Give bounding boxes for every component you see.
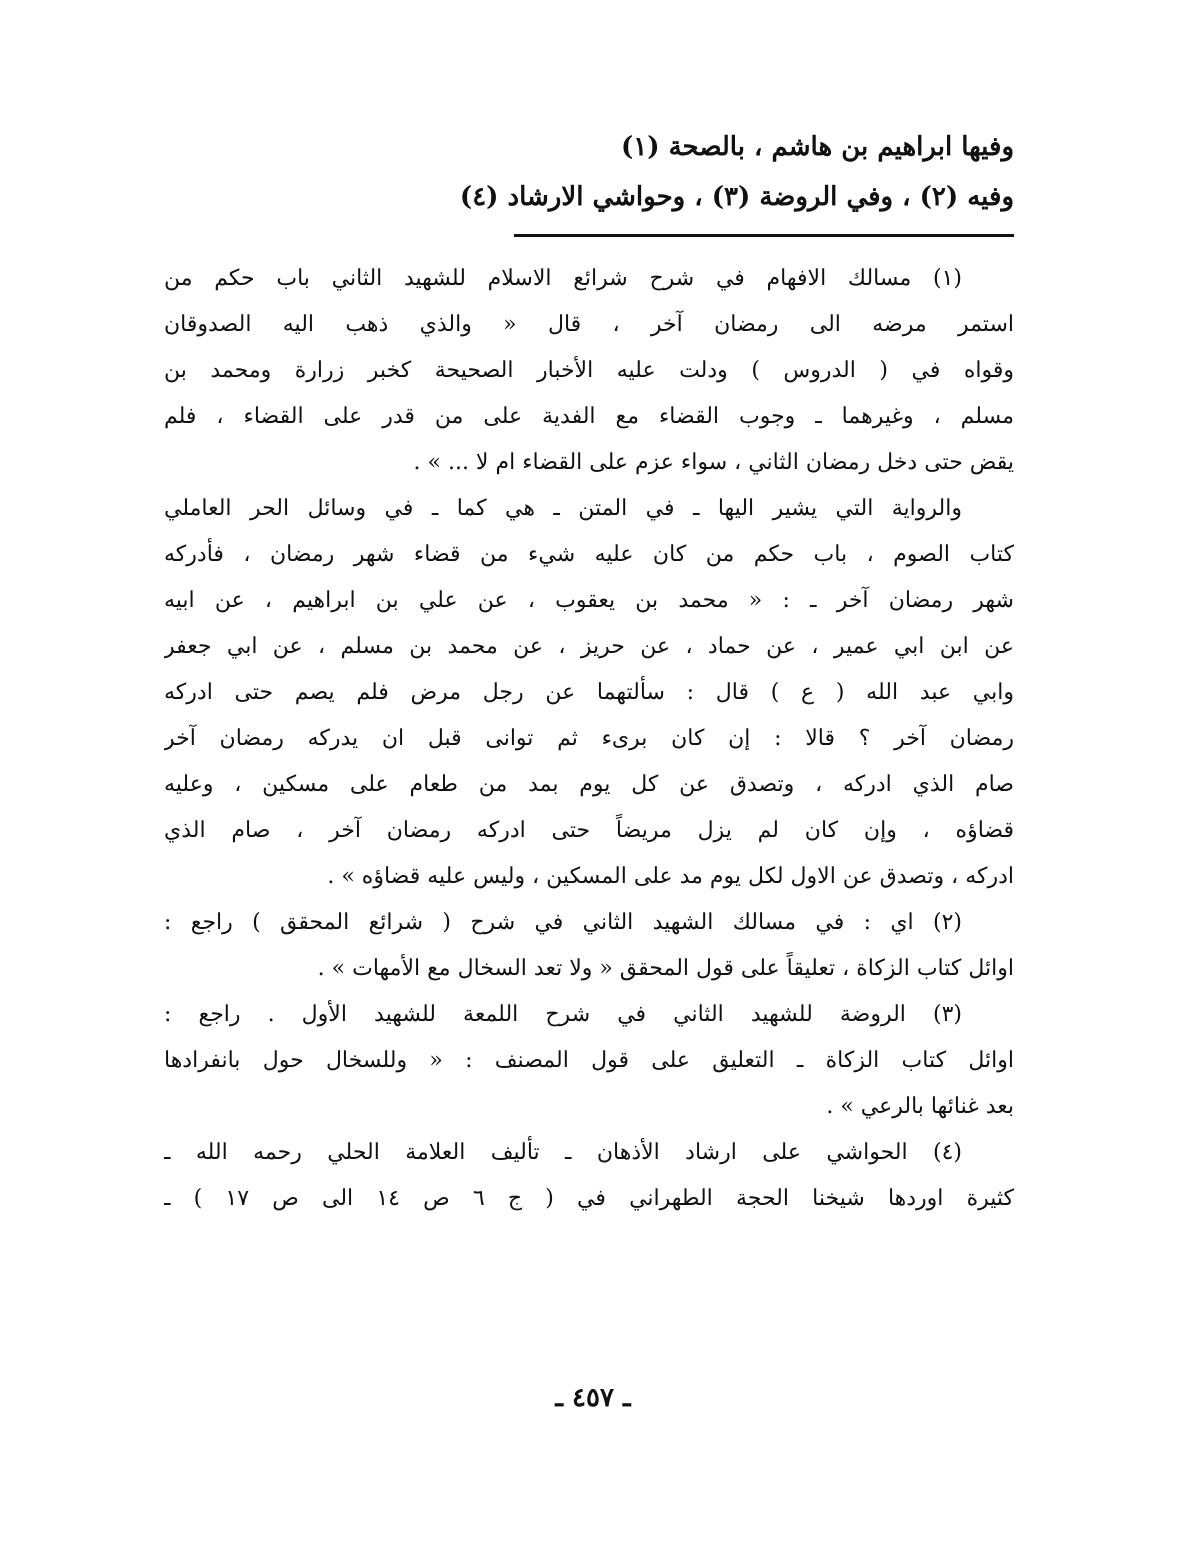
footnote-2-line: (٢) اي : في مسالك الشهيد الثاني في شرح ( شرائع المحقق ) راجع : — [164, 910, 962, 935]
footnote-1-line: كتاب الصوم ، باب حكم من كان عليه شيء من قضاء شهر رمضان ، فأدركه — [164, 542, 1014, 567]
footnotes — [164, 256, 1014, 1222]
footnote-4-line: كثيرة اوردها شيخنا الحجة الطهراني في ( ج ٦ ص ١٤ الى ص ١٧ ) ـ — [164, 1186, 1014, 1211]
footnote-1-line: شهر رمضان آخر ـ : « محمد بن يعقوب ، عن علي بن ابراهيم ، عن ابيه — [164, 588, 1014, 613]
footnote-1-line: قضاؤه ، وإن كان لم يزل مريضاً حتى ادركه رمضان آخر ، صام الذي — [164, 818, 1014, 843]
footnote-4-line: (٤) الحواشي على ارشاد الأذهان ـ تأليف العلامة الحلي رحمه الله ـ — [164, 1140, 962, 1165]
footnote-3-line: بعد غنائها بالرعي » . — [826, 1094, 1014, 1119]
footnote-1-line: مسلم ، وغيرهما ـ وجوب القضاء مع الفدية على من قدر على القضاء ، فلم — [164, 404, 1014, 429]
footnote-1-line: يقض حتى دخل رمضان الثاني ، سواء عزم على القضاء ام لا ... » . — [413, 450, 1014, 475]
footnote-1-line: (١) مسالك الافهام في شرح شرائع الاسلام للشهيد الثاني باب حكم من — [164, 266, 962, 291]
footnote-1-line: رمضان آخر ؟ قالا : إن كان برىء ثم توانى قبل ان يدركه رمضان آخر — [164, 726, 1014, 751]
page-number: ـ ٤٥٧ ـ — [555, 1383, 631, 1413]
footnote-1-line: عن ابن ابي عمير ، عن حماد ، عن حريز ، عن محمد بن مسلم ، عن ابي جعفر — [164, 634, 1014, 659]
main-text-line: وفيه (٢) ، وفي الروضة (٣) ، وحواشي الارشاد (٤) — [459, 182, 1014, 212]
footnote-1-line: استمر مرضه الى رمضان آخر ، قال « والذي ذهب اليه الصدوقان — [164, 312, 1014, 337]
main-text — [154, 122, 1014, 222]
main-text-line: وفيها ابراهيم بن هاشم ، بالصحة (١) — [620, 132, 1014, 162]
footnote-3-line: اوائل كتاب الزكاة ـ التعليق على قول المصنف : « وللسخال حول بانفرادها — [164, 1048, 1014, 1073]
footnote-1-line: وقواه في ( الدروس ) ودلت عليه الأخبار الصحيحة كخبر زرارة ومحمد بن — [164, 358, 1014, 383]
footnote-1-line: صام الذي ادركه ، وتصدق عن كل يوم بمد من طعام على مسكين ، وعليه — [164, 772, 1014, 797]
footnote-separator — [514, 234, 1014, 237]
footnote-1-line: ادركه ، وتصدق عن الاول لكل يوم مد على المسكين ، وليس عليه قضاؤه » . — [327, 864, 1014, 889]
footnote-1-line: وابي عبد الله ( ع ) قال : سألتهما عن رجل مرض فلم يصم حتى ادركه — [164, 680, 1014, 705]
footnote-3-line: (٣) الروضة للشهيد الثاني في شرح اللمعة للشهيد الأول . راجع : — [164, 1002, 962, 1027]
footnote-1-line: والرواية التي يشير اليها ـ في المتن ـ هي كما ـ في وسائل الحر العاملي — [164, 496, 962, 521]
footnote-2-line: اوائل كتاب الزكاة ، تعليقاً على قول المحقق « ولا تعد السخال مع الأمهات » . — [317, 956, 1014, 981]
